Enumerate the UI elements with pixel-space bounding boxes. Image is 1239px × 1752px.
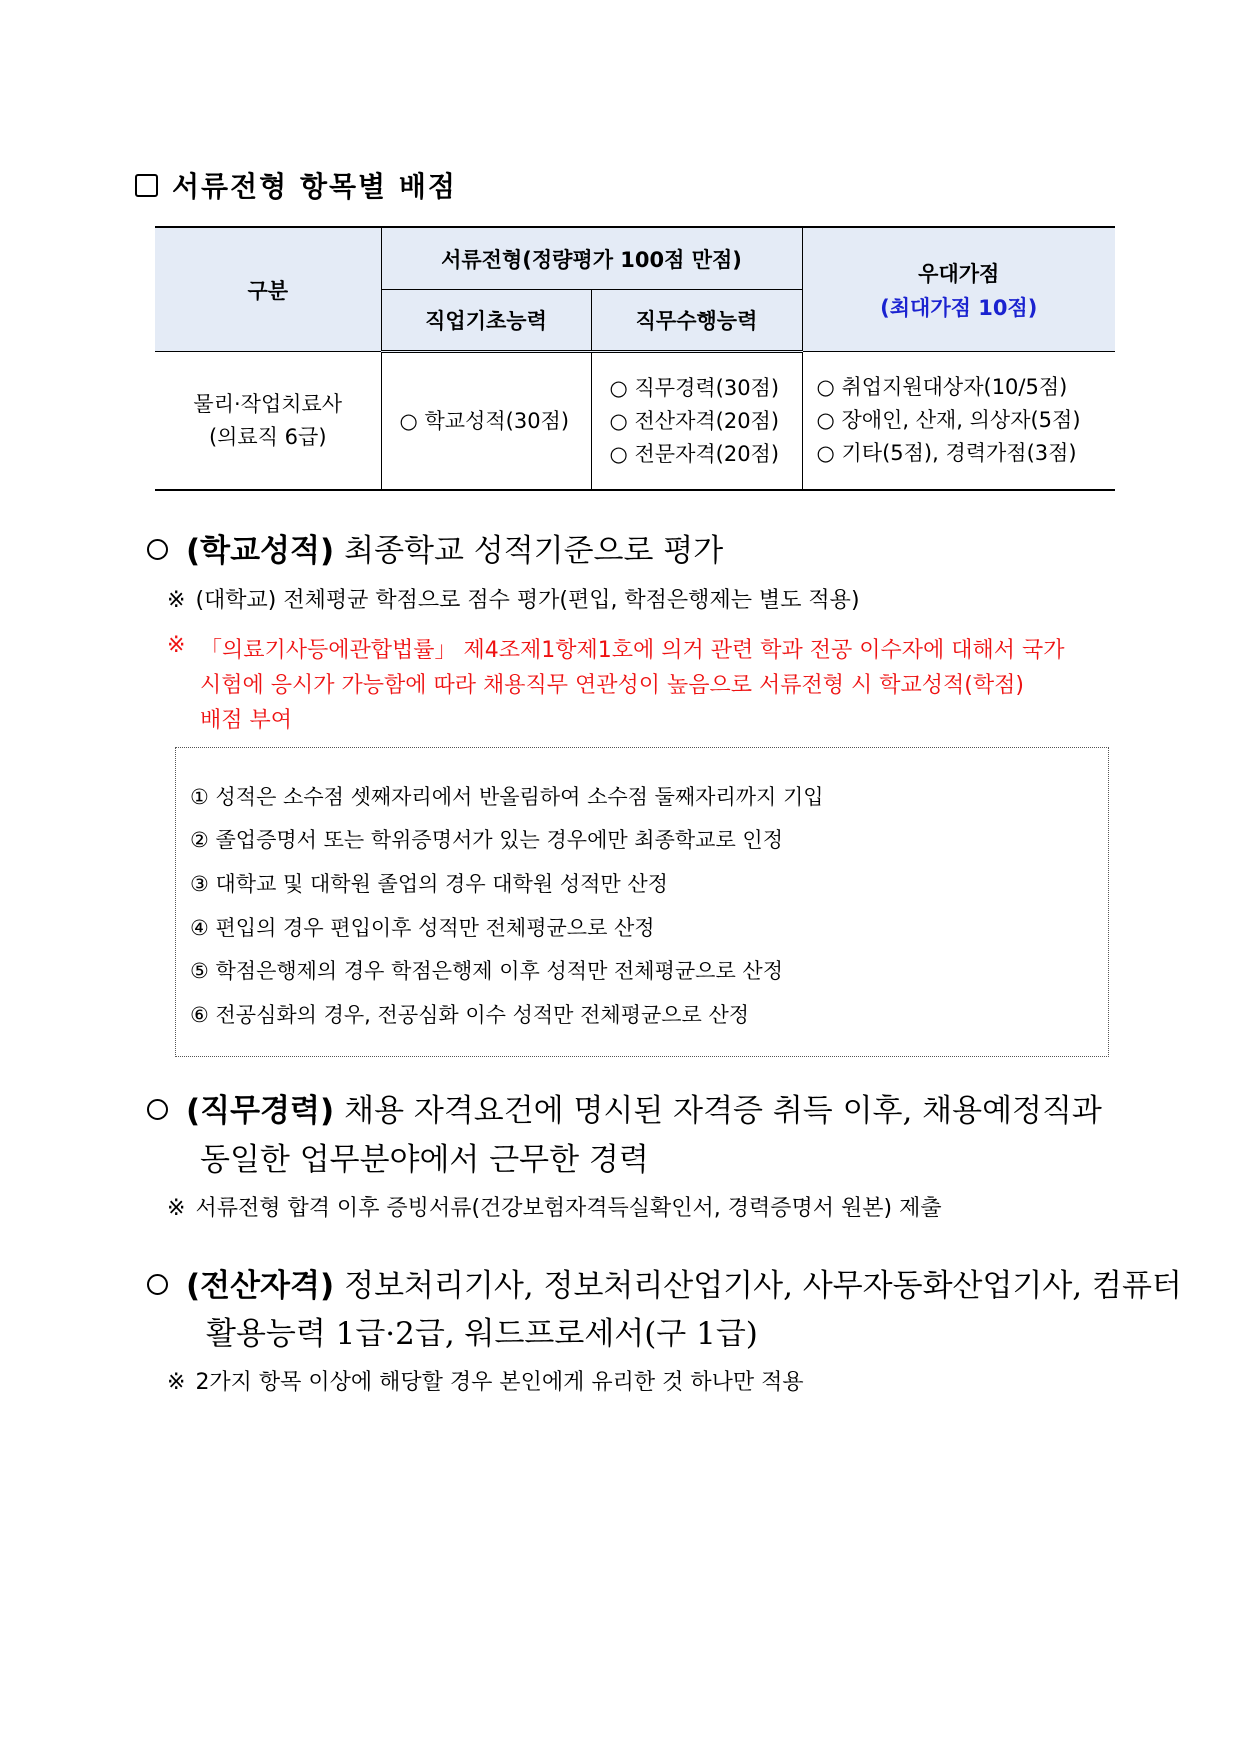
red-note-mark: ※: [167, 633, 186, 658]
job-item: ○ 직무경력(30점): [609, 375, 780, 400]
red-note-line: 「의료기사등에관합법률」 제4조제1항제1호에 의거 관련 학과 전공 이수자에 대해서 국가: [200, 638, 1065, 663]
note-text: (대학교) 전체평균 학점으로 점수 평가(편입, 학점은행제는 별도 적용): [195, 588, 860, 613]
section-heading: [135, 165, 457, 205]
section-text: 채용 자격요건에 명시된 자격증 취득 이후, 채용예정직과: [344, 1093, 1102, 1129]
red-note-line: 배점 부여: [200, 708, 293, 733]
job-item: ○ 전산자격(20점): [609, 408, 780, 433]
section-job-experience: [147, 1085, 1102, 1130]
section-school-grades: [147, 525, 723, 570]
section-label: (전산자격): [186, 1268, 335, 1304]
bonus-item: ○ 기타(5점), 경력가점(3점): [816, 441, 1077, 465]
note-job-experience: [167, 1191, 942, 1222]
checkbox-square-icon: [135, 174, 158, 197]
bonus-item: ○ 취업지원대상자(10/5점): [816, 375, 1068, 399]
score-table: [155, 226, 1115, 491]
job-grade: (의료직 6급): [208, 424, 327, 449]
red-note-line: 시험에 응시가 가능함에 따라 채용직무 연관성이 높음으로 서류전형 시 학교성적(학점): [200, 673, 1024, 698]
job-item: ○ 전문자격(20점): [609, 441, 780, 466]
rule-item: ⑤ 학점은행제의 경우 학점은행제 이후 성적만 전체평균으로 산정: [190, 959, 783, 983]
section-it-certificates: [147, 1260, 1182, 1305]
header-bonus: [802, 227, 1115, 352]
section-label: (학교성적): [186, 533, 335, 569]
note-school-grades: [167, 583, 860, 614]
rule-item: ① 성적은 소수점 셋째자리에서 반올림하여 소수점 둘째자리까지 기입: [190, 785, 824, 809]
header-job-ability: 직무수행능력: [591, 290, 802, 352]
cell-basic-items: [381, 352, 591, 491]
note-it-certificates: [167, 1365, 804, 1396]
job-title: 물리·작업치료사: [193, 391, 343, 416]
circle-bullet-icon: [147, 1274, 168, 1295]
header-basic-ability: 직업기초능력: [381, 290, 591, 352]
rule-item: ② 졸업증명서 또는 학위증명서가 있는 경우에만 최종학교로 인정: [190, 828, 783, 852]
header-category: 구분: [155, 227, 381, 352]
circle-bullet-icon: [147, 1099, 168, 1120]
header-bonus-title: 우대가점: [918, 261, 1000, 286]
circle-bullet-icon: [147, 539, 168, 560]
section-text-line2: 동일한 업무분야에서 근무한 경력: [200, 1142, 649, 1178]
heading-text: 서류전형 항목별 배점: [172, 170, 457, 203]
cell-job-items: [591, 352, 802, 491]
cell-bonus-items: [802, 352, 1115, 491]
note-text: 서류전형 합격 이후 증빙서류(건강보험자격득실확인서, 경력증명서 원본) 제출: [195, 1196, 942, 1221]
section-label: (직무경력): [186, 1093, 335, 1129]
rule-item: ④ 편입의 경우 편입이후 성적만 전체평균으로 산정: [190, 916, 655, 940]
note-text: 2가지 항목 이상에 해당할 경우 본인에게 유리한 것 하나만 적용: [195, 1370, 804, 1395]
cell-job-title: [155, 352, 381, 491]
rule-item: ⑥ 전공심화의 경우, 전공심화 이수 성적만 전체평균으로 산정: [190, 1003, 750, 1027]
header-doc-screening: 서류전형(정량평가 100점 만점): [381, 227, 802, 290]
header-bonus-max: (최대가점 10점): [880, 295, 1038, 320]
section-text-line2: 활용능력 1급·2급, 워드프로세서(구 1급): [206, 1316, 758, 1352]
section-text: 최종학교 성적기준으로 평가: [344, 533, 724, 569]
red-note: [200, 633, 1065, 738]
reference-mark: ※: [167, 1196, 186, 1221]
rule-item: ③ 대학교 및 대학원 졸업의 경우 대학원 성적만 산정: [190, 872, 668, 896]
reference-mark: ※: [167, 588, 186, 613]
basic-item: ○ 학교성적(30점): [399, 408, 570, 433]
bonus-item: ○ 장애인, 산재, 의상자(5점): [816, 408, 1081, 432]
reference-mark: ※: [167, 1370, 186, 1395]
section-text: 정보처리기사, 정보처리산업기사, 사무자동화산업기사, 컴퓨터: [344, 1268, 1182, 1304]
